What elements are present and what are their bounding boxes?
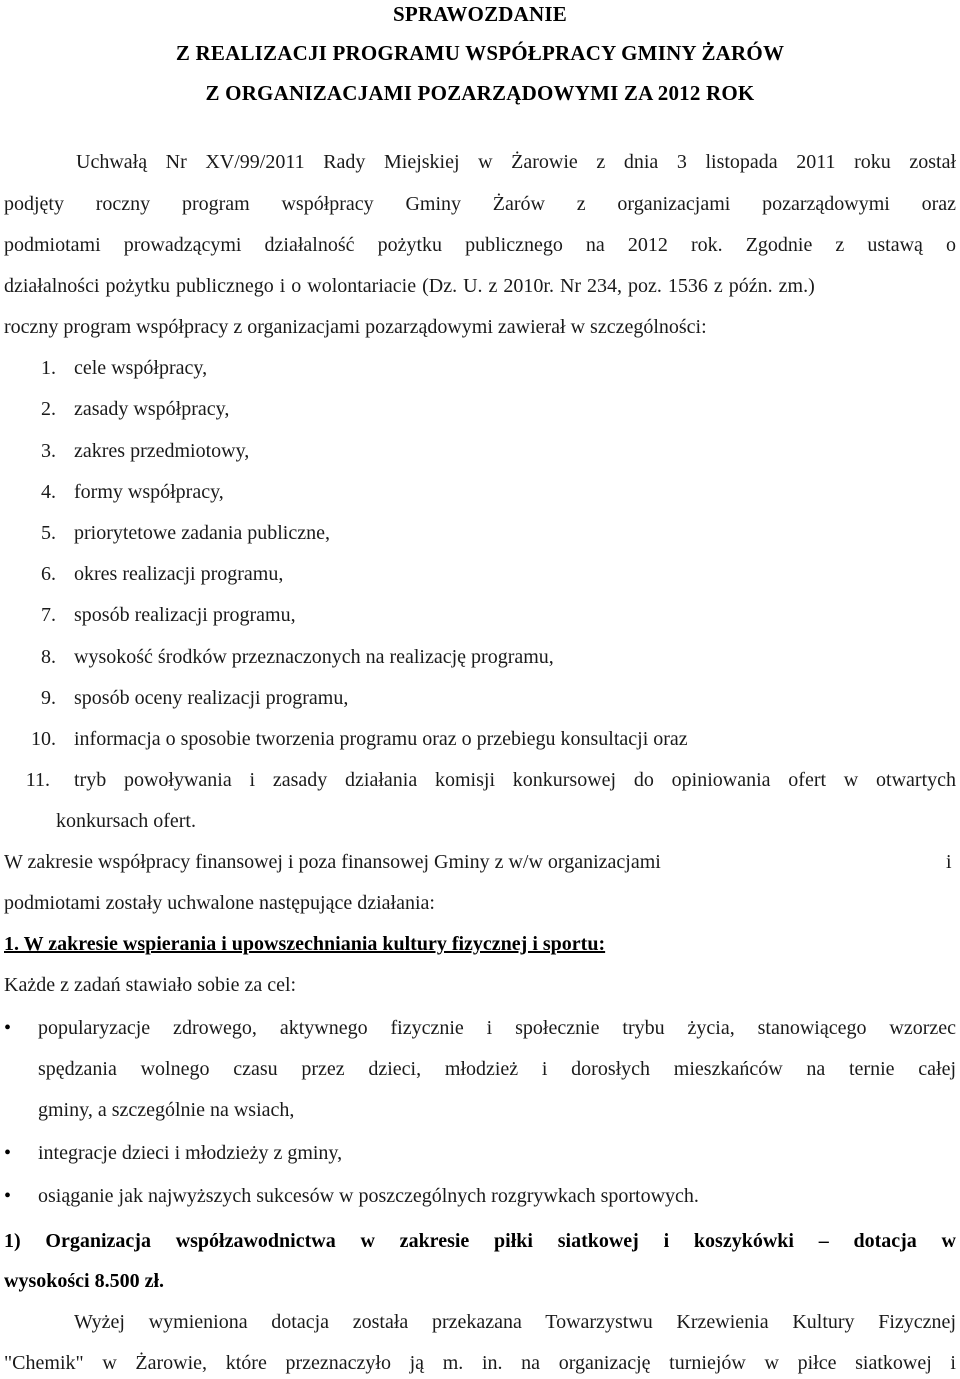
subsection-1-paragraph-line-2: "Chemik" w Żarowie, które przeznaczyło ją m. in. na organizację turniejów w piłce siatkowej i bbox=[4, 1352, 956, 1374]
goal-intro: Każde z zadań stawiało sobie za cel: bbox=[4, 974, 297, 996]
scope-line-1-end: i bbox=[946, 851, 952, 873]
subsection-1-heading-cont: wysokości 8.500 zł. bbox=[4, 1270, 164, 1292]
intro-line-3: podmiotami prowadzącymi działalność pożytku publicznego na 2012 rok. Zgodnie z ustawą o bbox=[4, 234, 956, 256]
bullet-icon: • bbox=[4, 1142, 12, 1164]
subsection-1-heading: 1) Organizacja współzawodnictwa w zakresie piłki siatkowej i koszykówki – dotacja w bbox=[4, 1230, 956, 1252]
scope-line-1: W zakresie współpracy finansowej i poza finansowej Gminy z w/w organizacjami bbox=[4, 851, 661, 873]
list-item-continuation: konkursach ofert. bbox=[56, 810, 196, 832]
bullet-icon: • bbox=[4, 1185, 12, 1207]
section-1-heading: 1. W zakresie wspierania i upowszechniania kultury fizycznej i sportu: bbox=[4, 933, 606, 955]
intro-line-1: Uchwałą Nr XV/99/2011 Rady Miejskiej w Żarowie z dnia 3 listopada 2011 roku został bbox=[76, 151, 956, 173]
intro-line-4: działalności pożytku publicznego i o wolontariacie (Dz. U. z 2010r. Nr 234, poz. 1536 z późn. zm.) bbox=[4, 275, 815, 297]
bullet-icon: • bbox=[4, 1017, 12, 1039]
subsection-1-paragraph-line-1: Wyżej wymieniona dotacja została przekazana Towarzystwu Krzewienia Kultury Fizycznej bbox=[74, 1311, 956, 1333]
report-subtitle-2: Z ORGANIZACJAMI POZARZĄDOWYMI ZA 2012 ROK bbox=[205, 81, 755, 105]
document-page: SPRAWOZDANIE Z REALIZACJI PROGRAMU WSPÓŁPRACY GMINY ŻARÓW Z ORGANIZACJAMI POZARZĄDOWYMI ZA 2012 ROK Uchwałą Nr XV/99/2011 Rady Miejskiej w Żarowie z dnia 3 listopada 2011 roku został podjęty roczny program współpracy Gminy Żarów z organizacjami pozarządowymi oraz podmiotami prowadzącymi działalność pożytku publicznego na 2012 rok. Zgodnie z ustawą o działalności pożytku publicznego i o wolontariacie (Dz. U. z 2010r. Nr 234, poz. 1536 z późn. zm.) roczny program współpracy z organizacjami pozarządowymi zawierał w szczególności: 1. cele współpracy, 2. zasady współpracy, 3. zakres przedmiotowy, 4. formy współpracy, 5. priorytetowe zadania publiczne, 6. okres realizacji programu, 7. sposób realizacji programu, 8. wysokość środków przeznaczonych na realizację programu, 9. sposób oceny realizacji programu, 10. informacja o sposobie tworzenia programu oraz o przebiegu konsultacji oraz 11. tryb powoływania i zasady działania komisji konkursowej do opiniowania ofert w otwartych konkursach ofert. W zakresie współpracy finansowej i poza finansowej Gminy z w/w organizacjami i podmiotami zostały uchwalone następujące działania: 1. W zakresie wspierania i upowszechniania kultury fizycznej i sportu: Każde z zadań stawiało sobie za cel: • popularyzacje zdrowego, aktywnego fizycznie i społecznie trybu życia, stanowiącego wzorzec spędzania wolnego czasu przez dzieci, młodzież i dorosłych mieszkańców na ternie całej gminy, a szczególnie na wsiach, • integracje dzieci i młodzieży z gminy, • osiąganie jak najwyższych sukcesów w poszczególnych rozgrywkach sportowych. 1) Organizacja współzawodnictwa w zakresie piłki siatkowej i koszykówki – dotacja w wysokości 8.500 zł. Wyżej wymieniona dotacja została przekazana Towarzystwu Krzewienia Kultury Fizycznej "Chemik" w Żarowie, które przeznaczyło ją m. in. na organizację turniejów w piłce siatkowej i bbox=[0, 0, 960, 1379]
report-title: SPRAWOZDANIE bbox=[393, 2, 567, 26]
report-subtitle-1: Z REALIZACJI PROGRAMU WSPÓŁPRACY GMINY ŻARÓW bbox=[175, 41, 785, 65]
scope-line-2: podmiotami zostały uchwalone następujące działania: bbox=[4, 892, 435, 914]
intro-line-5: roczny program współpracy z organizacjami pozarządowymi zawierał w szczególności: bbox=[4, 316, 707, 338]
intro-line-2: podjęty roczny program współpracy Gminy Żarów z organizacjami pozarządowymi oraz bbox=[4, 193, 956, 215]
